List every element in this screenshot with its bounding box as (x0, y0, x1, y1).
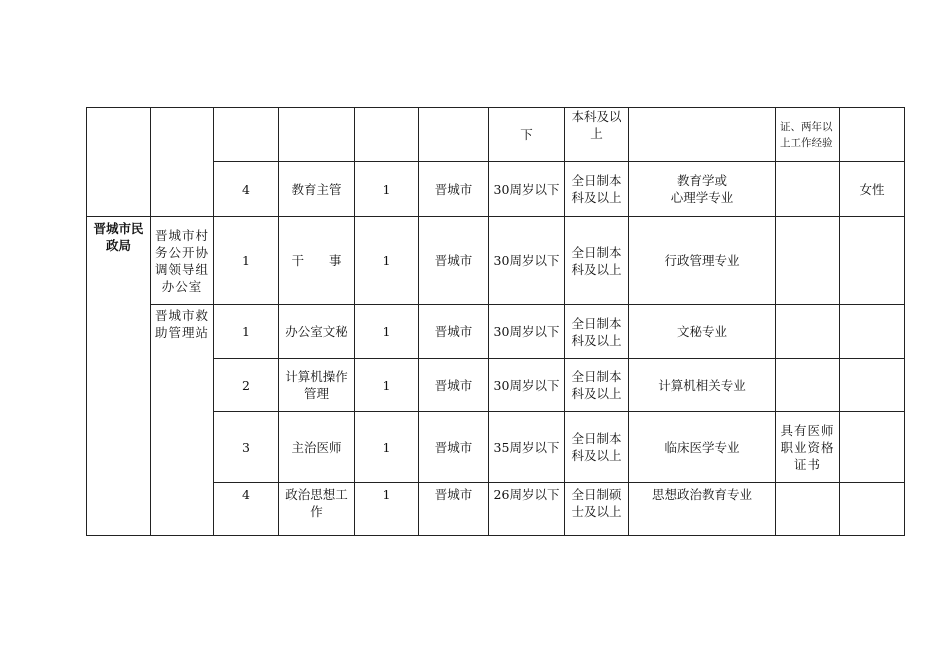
position-cell: 办公室文秘 (279, 305, 355, 359)
position-cell: 教育主管 (279, 162, 355, 217)
position-cell: 计算机操作管理 (279, 359, 355, 412)
bureau-cell-continued (87, 108, 151, 217)
place-cell: 晋城市 (419, 359, 489, 412)
major-cell: 计算机相关专业 (629, 359, 776, 412)
age-cell: 35周岁以下 (489, 412, 565, 483)
major-cell: 临床医学专业 (629, 412, 776, 483)
num-cell: 1 (214, 217, 279, 305)
major-cell: 思想政治教育专业 (629, 483, 776, 536)
age-cell: 下 (489, 108, 565, 162)
note-cell (840, 305, 905, 359)
education-cell: 全日制本科及以上 (565, 162, 629, 217)
num-cell: 3 (214, 412, 279, 483)
unit-cell-continued (151, 108, 214, 217)
note-cell (840, 359, 905, 412)
place-cell: 晋城市 (419, 483, 489, 536)
education-cell: 全日制本科及以上 (565, 359, 629, 412)
other-requirement-cell (776, 305, 840, 359)
place-cell (419, 108, 489, 162)
major-cell: 教育学或 心理学专业 (629, 162, 776, 217)
recruitment-table (86, 107, 905, 536)
position-cell (279, 108, 355, 162)
table-row (87, 108, 905, 162)
education-cell: 全日制本科及以上 (565, 412, 629, 483)
count-cell: 1 (355, 305, 419, 359)
education-cell: 全日制硕士及以上 (565, 483, 629, 536)
unit-cell: 晋城市救助管理站 (151, 305, 214, 536)
count-cell: 1 (355, 483, 419, 536)
unit-cell: 晋城市村务公开协调领导组办公室 (151, 217, 214, 305)
num-cell (214, 108, 279, 162)
table-row (87, 217, 905, 305)
count-cell (355, 108, 419, 162)
major-cell: 行政管理专业 (629, 217, 776, 305)
num-cell: 2 (214, 359, 279, 412)
education-cell: 全日制本科及以上 (565, 217, 629, 305)
age-cell: 30周岁以下 (489, 162, 565, 217)
note-cell (840, 483, 905, 536)
note-cell (840, 412, 905, 483)
position-cell: 政治思想工作 (279, 483, 355, 536)
place-cell: 晋城市 (419, 412, 489, 483)
place-cell: 晋城市 (419, 305, 489, 359)
education-cell: 全日制本科及以上 (565, 305, 629, 359)
position-cell: 干 事 (279, 217, 355, 305)
place-cell: 晋城市 (419, 217, 489, 305)
count-cell: 1 (355, 412, 419, 483)
note-cell (840, 108, 905, 162)
other-requirement-cell (776, 162, 840, 217)
count-cell: 1 (355, 359, 419, 412)
other-requirement-cell: 具有医师职业资格证书 (776, 412, 840, 483)
note-cell: 女性 (840, 162, 905, 217)
count-cell: 1 (355, 162, 419, 217)
place-cell: 晋城市 (419, 162, 489, 217)
other-requirement-cell (776, 217, 840, 305)
num-cell: 1 (214, 305, 279, 359)
age-cell: 30周岁以下 (489, 359, 565, 412)
other-requirement-cell (776, 483, 840, 536)
major-cell: 文秘专业 (629, 305, 776, 359)
count-cell: 1 (355, 217, 419, 305)
other-requirement-cell (776, 359, 840, 412)
num-cell: 4 (214, 162, 279, 217)
age-cell: 26周岁以下 (489, 483, 565, 536)
education-cell: 本科及以上 (565, 108, 629, 162)
table-row (87, 305, 905, 359)
num-cell: 4 (214, 483, 279, 536)
bureau-cell: 晋城市民政局 (87, 217, 151, 536)
position-cell: 主治医师 (279, 412, 355, 483)
age-cell: 30周岁以下 (489, 305, 565, 359)
other-requirement-cell: 证、两年以上工作经验 (776, 108, 840, 162)
age-cell: 30周岁以下 (489, 217, 565, 305)
note-cell (840, 217, 905, 305)
major-cell (629, 108, 776, 162)
